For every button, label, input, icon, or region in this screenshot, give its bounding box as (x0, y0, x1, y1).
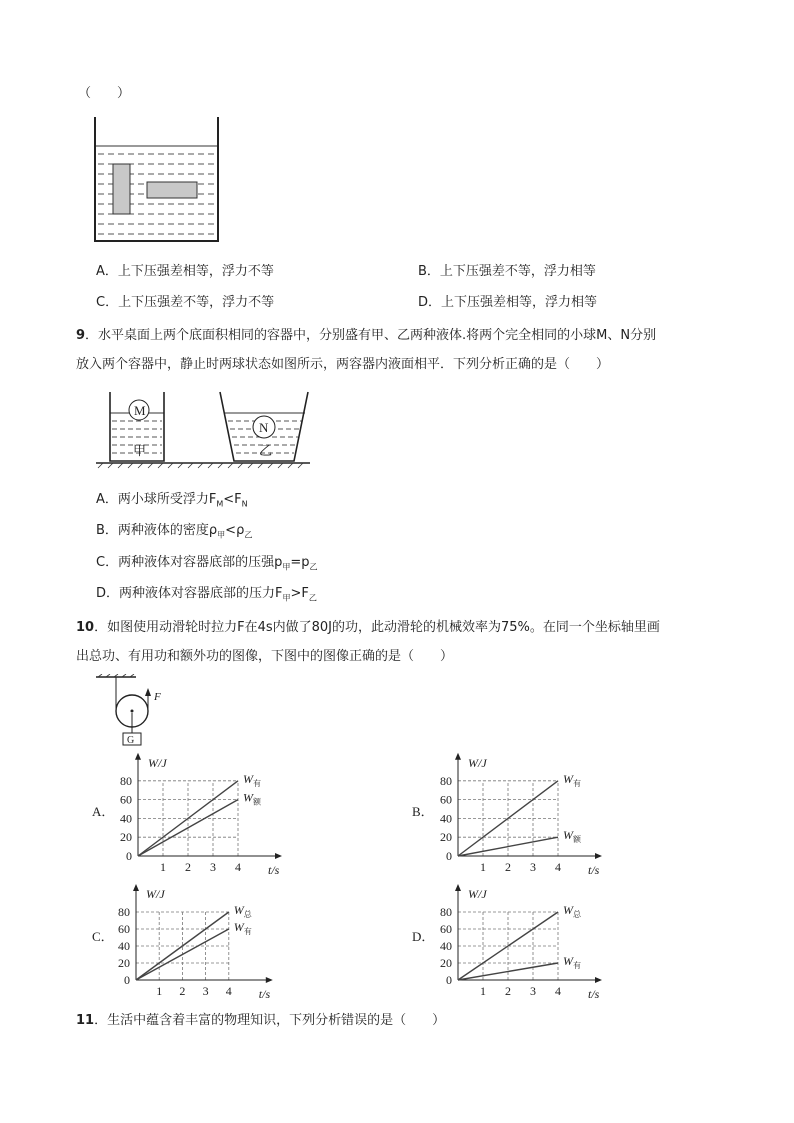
q9-option-d[interactable] (96, 582, 317, 604)
x-tick-label: 1 (156, 984, 163, 998)
y-axis-arrow (455, 753, 461, 760)
option-label-d[interactable]: D． (412, 929, 435, 944)
y-tick-label: 80 (440, 773, 452, 788)
x-tick-label: 3 (210, 860, 216, 874)
y-axis-label: W/J (146, 887, 165, 901)
y-tick-label: 20 (440, 830, 452, 845)
series-label-main: W (233, 903, 244, 917)
q9-option-a-sub1: M (216, 499, 224, 509)
q10-text-1: ．如图使用动滑轮时拉力F在4s内做了80J的功，此动滑轮的机械效率为75%。在同一个坐标轴里画 (94, 620, 660, 635)
chart-a (92, 753, 282, 877)
x-tick-label: 4 (555, 984, 561, 998)
q10-stem-line1 (76, 616, 660, 635)
q10-pulley-axle (131, 710, 134, 713)
y-tick-label: 60 (440, 792, 452, 807)
series-label-main: W (243, 771, 253, 786)
series-label (234, 920, 252, 936)
series-label (243, 791, 262, 807)
series-label-main: W (563, 771, 573, 786)
q11-stem (76, 1009, 445, 1028)
q9-option-c[interactable] (96, 551, 318, 573)
y-axis-label: W/J (468, 755, 487, 770)
q9-number: 9 (76, 328, 86, 343)
q9-figure (96, 388, 316, 470)
q8-container-figure (88, 112, 228, 248)
series-label (563, 954, 581, 970)
y-axis-label: W/J (468, 887, 487, 901)
y-tick-label: 80 (440, 905, 452, 919)
x-tick-label: 4 (555, 860, 561, 874)
series-label (243, 772, 261, 788)
q9-option-a-mid: <F (223, 492, 242, 507)
q10-number: 10 (76, 620, 95, 635)
series-label-main: W (233, 920, 244, 934)
x-tick-label: 2 (185, 860, 191, 874)
y-tick-label: 40 (440, 939, 452, 953)
q10-weight-label: G (127, 735, 135, 746)
x-tick-label: 4 (235, 860, 241, 874)
series-label-sub: 有 (573, 778, 581, 788)
q9-option-b-sub2: 乙 (244, 530, 253, 540)
y-axis-label: W/J (148, 755, 167, 770)
series-label-main: W (563, 954, 573, 968)
q10-option-charts (88, 748, 708, 1006)
q9-option-c-sub2: 乙 (309, 562, 318, 572)
chart-b (412, 753, 602, 877)
y-axis-arrow (133, 884, 139, 891)
series-label-sub: 额 (573, 835, 581, 845)
q11-text: ．生活中蕴含着丰富的物理知识，下列分析错误的是（ ） (94, 1013, 446, 1028)
y-tick-label: 40 (440, 811, 452, 826)
x-tick-label: 3 (530, 984, 536, 998)
q8-vertical-block (113, 164, 130, 214)
q9-option-d-text: D．两种液体对容器底部的压力F (96, 586, 283, 601)
q9-option-b-text: B．两种液体的密度ρ (96, 523, 218, 538)
x-tick-label: 3 (202, 984, 209, 998)
q9-option-c-text: C．两种液体对容器底部的压强p (96, 555, 283, 570)
series-label-sub: 总 (573, 910, 581, 919)
option-label-c[interactable]: C． (92, 929, 114, 944)
q9-option-d-sub2: 乙 (308, 593, 317, 603)
series-label-sub: 额 (253, 797, 261, 807)
q9-liquid-a-label: 甲 (133, 443, 147, 458)
y-tick-label: 40 (118, 939, 130, 953)
x-axis-label: t/s (268, 863, 280, 877)
y-tick-label: 40 (120, 811, 132, 826)
series-label (234, 903, 253, 919)
x-axis-arrow (275, 853, 282, 859)
q8-option-a[interactable]: A．上下压强差相等，浮力不等 (96, 264, 274, 279)
q9-option-c-sub1: 甲 (282, 562, 291, 572)
q10-pulley-figure (92, 674, 172, 748)
series-label (563, 903, 582, 919)
x-axis-arrow (266, 977, 273, 983)
q9-option-a[interactable] (96, 488, 248, 509)
option-label-b[interactable]: B． (412, 804, 434, 819)
y-tick-label: 20 (120, 830, 132, 845)
x-axis-label: t/s (588, 987, 600, 1001)
q9-stem-line2: 放入两个容器中，静止时两球状态如图所示，两容器内液面相平．下列分析正确的是（ ） (76, 357, 610, 372)
y-tick-label: 20 (118, 956, 130, 970)
y-tick-label: 80 (120, 773, 132, 788)
x-tick-label: 1 (160, 860, 166, 874)
series-label-main: W (243, 790, 253, 805)
y-tick-label: 60 (120, 792, 132, 807)
q9-stem-line1 (76, 324, 656, 343)
series-label-main: W (563, 828, 573, 843)
q9-option-d-sub1: 甲 (282, 593, 291, 603)
series-label (563, 828, 582, 844)
q9-option-b-mid: <ρ (225, 523, 245, 538)
q9-option-a-text: A．两小球所受浮力F (96, 492, 217, 507)
series-label-main: W (563, 903, 573, 917)
q8-option-d[interactable]: D．上下压强差相等，浮力相等 (418, 295, 598, 310)
y-tick-label: 0 (124, 973, 130, 987)
q9-ball-n-label: N (259, 420, 269, 435)
chart-c (92, 884, 273, 1001)
q9-option-b[interactable] (96, 519, 252, 541)
q9-option-c-mid: =p (290, 555, 310, 570)
q8-option-b[interactable]: B．上下压强差不等，浮力相等 (418, 264, 596, 279)
series-label-sub: 有 (243, 927, 252, 936)
x-axis-arrow (595, 853, 602, 859)
q9-option-b-sub1: 甲 (217, 530, 226, 540)
y-axis-arrow (455, 884, 461, 891)
y-axis-arrow (135, 753, 141, 760)
y-tick-label: 60 (440, 922, 452, 936)
y-tick-label: 0 (446, 973, 452, 987)
chart-d (412, 884, 602, 1001)
x-axis-label: t/s (588, 863, 600, 877)
series-label-sub: 有 (573, 961, 581, 970)
q9-liquid-b-label: 乙 (259, 443, 273, 458)
x-tick-label: 3 (530, 860, 536, 874)
q10-stem-line2: 出总功、有用功和额外功的图像，下图中的图像正确的是（ ） (76, 649, 454, 664)
q8-option-c[interactable]: C．上下压强差不等，浮力不等 (96, 295, 275, 310)
q8-paren: （ ） (78, 86, 131, 101)
y-tick-label: 20 (440, 956, 452, 970)
q10-force-arrow (145, 688, 151, 696)
q9-option-d-mid: >F (290, 586, 309, 601)
series-label (563, 772, 581, 788)
x-tick-label: 1 (480, 860, 486, 874)
series-label-sub: 总 (243, 910, 252, 919)
q9-text-1: ．水平桌面上两个底面积相同的容器中，分别盛有甲、乙两种液体.将两个完全相同的小球M、N分别 (85, 328, 657, 343)
x-tick-label: 2 (505, 860, 511, 874)
y-tick-label: 60 (118, 922, 130, 936)
x-tick-label: 4 (225, 984, 232, 998)
x-tick-label: 2 (179, 984, 186, 998)
x-tick-label: 1 (480, 984, 486, 998)
option-label-a[interactable]: A． (92, 804, 115, 819)
x-axis-arrow (595, 977, 602, 983)
q10-force-label: F (154, 691, 161, 703)
q9-ball-m-label: M (134, 403, 146, 418)
y-tick-label: 0 (126, 849, 132, 863)
x-axis-label: t/s (258, 987, 271, 1001)
q11-number: 11 (76, 1013, 95, 1028)
y-tick-label: 0 (446, 849, 452, 863)
y-tick-label: 80 (118, 905, 130, 919)
series-label-sub: 有 (253, 778, 261, 788)
x-tick-label: 2 (505, 984, 511, 998)
q9-option-a-sub2: N (241, 499, 248, 509)
q8-horizontal-block (147, 182, 197, 198)
